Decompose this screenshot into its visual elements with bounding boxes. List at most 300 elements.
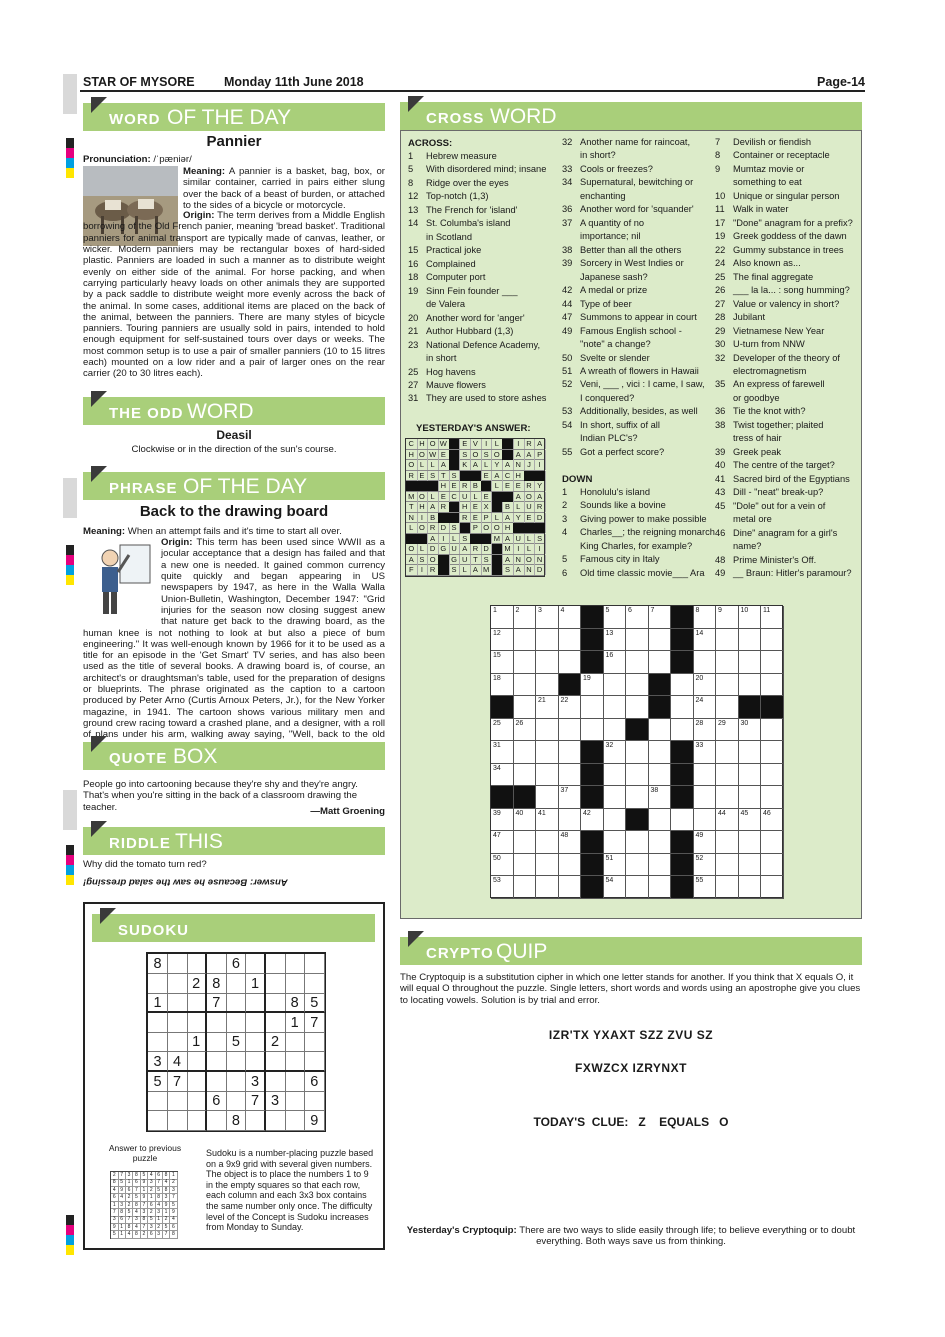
- sudoku-cell[interactable]: 5: [148, 1072, 168, 1092]
- crossword-cell[interactable]: [761, 651, 784, 674]
- crossword-cell[interactable]: [491, 764, 514, 787]
- sudoku-description: Sudoku is a number-placing puzzle based on a 9x9 grid with several given numbers. The object is to place the numbers 1 to 9 in the empty squares so that each row, each column and each 3x3 box contains the same number only once. The difficulty level of the Concept is Sudoku increases from Monday to Sunday.: [206, 1148, 374, 1233]
- sudoku-grid[interactable]: [146, 952, 326, 1132]
- sudoku-cell[interactable]: 7: [305, 1013, 325, 1033]
- clue-number: 24: [715, 258, 726, 269]
- crossword-clue: [408, 272, 485, 283]
- sudoku-answer-cell: 4: [170, 1216, 178, 1224]
- crossword-cell[interactable]: [694, 876, 717, 899]
- crossword-cell[interactable]: [604, 809, 627, 832]
- sudoku-cell[interactable]: [246, 1032, 266, 1052]
- crossword-cell[interactable]: [671, 719, 694, 742]
- sudoku-answer-cell: 1: [118, 1231, 126, 1239]
- sudoku-answer-cell: 2: [170, 1179, 178, 1187]
- crossword-cell[interactable]: [491, 876, 514, 899]
- crossword-cell[interactable]: [626, 741, 649, 764]
- crossword-cell[interactable]: [559, 651, 582, 674]
- sudoku-cell[interactable]: [246, 993, 266, 1013]
- sudoku-answer-cell: 1: [111, 1202, 119, 1210]
- crossword-cell[interactable]: [626, 629, 649, 652]
- crossword-cell[interactable]: [491, 629, 514, 652]
- sudoku-cell[interactable]: [266, 1013, 286, 1033]
- crossword-cell[interactable]: [604, 764, 627, 787]
- sudoku-cell[interactable]: 9: [305, 1111, 325, 1131]
- crossword-cell[interactable]: [649, 854, 672, 877]
- sudoku-cell[interactable]: [187, 1013, 207, 1033]
- clue-text: Honolulu's island: [580, 487, 650, 497]
- sudoku-cell[interactable]: [246, 954, 266, 974]
- crossword-cell[interactable]: [604, 674, 627, 697]
- crossword-cell[interactable]: [761, 786, 784, 809]
- crossword-cell[interactable]: [559, 629, 582, 652]
- crossword-cell[interactable]: [559, 764, 582, 787]
- crossword-cell[interactable]: [604, 786, 627, 809]
- sudoku-cell[interactable]: [187, 1111, 207, 1131]
- crossword-cell[interactable]: [694, 719, 717, 742]
- crossword-cell[interactable]: [626, 854, 649, 877]
- crossword-cell[interactable]: [626, 696, 649, 719]
- crossword-cell[interactable]: [739, 674, 762, 697]
- crossword-clue: [715, 487, 823, 498]
- sudoku-answer-cell: 1: [126, 1179, 134, 1187]
- crossword-cell[interactable]: [694, 651, 717, 674]
- sudoku-cell[interactable]: 7: [207, 993, 227, 1013]
- sudoku-answer-cell: 9: [111, 1224, 119, 1232]
- crossword-cell[interactable]: [716, 831, 739, 854]
- sudoku-cell[interactable]: [285, 1111, 305, 1131]
- sudoku-cell[interactable]: [226, 1013, 246, 1033]
- cell-number: 28: [695, 719, 704, 727]
- sudoku-cell[interactable]: [285, 1052, 305, 1072]
- crossword-cell[interactable]: [581, 696, 604, 719]
- cell-number: 21: [538, 697, 546, 704]
- sudoku-cell[interactable]: 6: [226, 954, 246, 974]
- sudoku-answer-cell: 4: [133, 1224, 141, 1232]
- crossword-cell[interactable]: [514, 629, 537, 652]
- crossword-cell[interactable]: [536, 674, 559, 697]
- crossword-cell[interactable]: [581, 674, 604, 697]
- sudoku-cell[interactable]: 1: [285, 1013, 305, 1033]
- yesterday-grid-cell: P: [534, 450, 546, 460]
- crossword-cell[interactable]: [514, 741, 537, 764]
- crossword-cell[interactable]: [694, 741, 717, 764]
- sudoku-cell[interactable]: [187, 954, 207, 974]
- crossword-cell[interactable]: [694, 696, 717, 719]
- sudoku-cell[interactable]: [246, 1052, 266, 1072]
- crossword-cell[interactable]: [514, 606, 537, 629]
- crossword-cell[interactable]: [604, 741, 627, 764]
- sudoku-cell[interactable]: [266, 1052, 286, 1072]
- crossword-cell[interactable]: [491, 719, 514, 742]
- cell-number: 9: [718, 607, 722, 614]
- sudoku-cell[interactable]: [246, 1111, 266, 1131]
- crossword-cell[interactable]: [716, 876, 739, 899]
- crossword-cell[interactable]: [604, 651, 627, 674]
- sudoku-cell[interactable]: [148, 1013, 168, 1033]
- crossword-cell[interactable]: [581, 719, 604, 742]
- crossword-cell[interactable]: [694, 854, 717, 877]
- yesterday-grid-cell: N: [524, 565, 536, 575]
- yesterday-grid-cell: A: [534, 439, 546, 449]
- crossword-cell[interactable]: [716, 854, 739, 877]
- crossword-cell[interactable]: [761, 741, 784, 764]
- sudoku-cell[interactable]: [226, 1072, 246, 1092]
- crossword-cell[interactable]: [536, 629, 559, 652]
- sudoku-cell[interactable]: [168, 993, 188, 1013]
- clue-text: A medal or prize: [580, 285, 648, 296]
- sudoku-cell[interactable]: 6: [207, 1091, 227, 1111]
- crossword-cell[interactable]: [739, 629, 762, 652]
- section-label: QUIP: [496, 940, 548, 963]
- crossword-cell[interactable]: [761, 674, 784, 697]
- crossword-cell[interactable]: [536, 764, 559, 787]
- crossword-cell[interactable]: [739, 831, 762, 854]
- page-number: Page-14: [817, 75, 865, 89]
- crossword-cell[interactable]: [739, 876, 762, 899]
- sudoku-cell[interactable]: 5: [305, 993, 325, 1013]
- crossword-cell[interactable]: [694, 606, 717, 629]
- crossword-cell[interactable]: [491, 741, 514, 764]
- sudoku-cell[interactable]: 1: [187, 1032, 207, 1052]
- yesterday-grid-cell: Y: [534, 481, 546, 491]
- sudoku-cell[interactable]: 4: [168, 1052, 188, 1072]
- clue-number: 18: [408, 272, 419, 283]
- yesterday-grid-cell: M: [481, 565, 493, 575]
- crossword-cell[interactable]: [514, 696, 537, 719]
- crossword-clue: [562, 272, 648, 283]
- crossword-cell[interactable]: [604, 831, 627, 854]
- crossword-cell[interactable]: [536, 809, 559, 832]
- sudoku-cell[interactable]: [285, 1091, 305, 1111]
- sudoku-cell[interactable]: [187, 993, 207, 1013]
- yesterday-grid-cell: I: [417, 565, 429, 575]
- sudoku-cell[interactable]: 7: [168, 1072, 188, 1092]
- crossword-cell[interactable]: [761, 719, 784, 742]
- crossword-cell[interactable]: [649, 741, 672, 764]
- crossword-cell[interactable]: [626, 764, 649, 787]
- sudoku-cell[interactable]: [148, 1091, 168, 1111]
- sudoku-cell[interactable]: [266, 954, 286, 974]
- crossword-cell[interactable]: [626, 606, 649, 629]
- crossword-cell[interactable]: [559, 696, 582, 719]
- yesterday-grid-cell: E: [481, 492, 493, 502]
- crossword-cell[interactable]: [694, 809, 717, 832]
- sudoku-cell[interactable]: [168, 1032, 188, 1052]
- sudoku-cell[interactable]: 8: [285, 993, 305, 1013]
- crossword-clue: [408, 353, 457, 364]
- crossword-clue: [562, 137, 690, 148]
- crossword-cell[interactable]: [716, 606, 739, 629]
- yesterday-grid-cell: D: [427, 544, 439, 554]
- clue-text: Japanese sash?: [580, 271, 648, 282]
- crossword-cell[interactable]: [649, 786, 672, 809]
- section-label: OF THE DAY: [183, 475, 308, 498]
- crossword-cell[interactable]: [514, 854, 537, 877]
- crossword-cell[interactable]: [671, 696, 694, 719]
- crossword-black-cell: [671, 764, 694, 787]
- crossword-cell[interactable]: [694, 831, 717, 854]
- crossword-cell[interactable]: [581, 809, 604, 832]
- crossword-cell[interactable]: [761, 854, 784, 877]
- sudoku-cell[interactable]: [226, 1091, 246, 1111]
- crossword-cell[interactable]: [761, 831, 784, 854]
- crossword-cell[interactable]: [491, 831, 514, 854]
- crossword-cell[interactable]: [626, 831, 649, 854]
- crossword-cell[interactable]: [536, 651, 559, 674]
- crossword-cell[interactable]: [649, 606, 672, 629]
- crossword-cell[interactable]: [761, 876, 784, 899]
- crossword-clue: [715, 164, 804, 175]
- crossword-cell[interactable]: [761, 764, 784, 787]
- sudoku-cell[interactable]: 3: [266, 1091, 286, 1111]
- crossword-cell[interactable]: [559, 786, 582, 809]
- clue-text: in short?: [580, 150, 616, 161]
- sudoku-cell[interactable]: [285, 1072, 305, 1092]
- crossword-clue: [562, 527, 715, 538]
- crossword-cell[interactable]: [559, 854, 582, 877]
- sudoku-cell[interactable]: 8: [226, 1111, 246, 1131]
- sudoku-cell[interactable]: [168, 954, 188, 974]
- sudoku-cell[interactable]: 3: [148, 1052, 168, 1072]
- sudoku-cell[interactable]: [285, 974, 305, 994]
- sudoku-answer-cell: 4: [148, 1172, 156, 1180]
- origin-label: Origin:: [183, 210, 215, 221]
- yesterday-grid-cell: L: [470, 492, 482, 502]
- crossword-cell[interactable]: [739, 764, 762, 787]
- crossword-cell[interactable]: [716, 809, 739, 832]
- crossword-cell[interactable]: [671, 809, 694, 832]
- sudoku-cell[interactable]: [168, 974, 188, 994]
- crossword-clue: [562, 339, 651, 350]
- registration-marks: [66, 545, 74, 585]
- crossword-cell[interactable]: [761, 629, 784, 652]
- crossword-cell[interactable]: [626, 674, 649, 697]
- crossword-cell[interactable]: [739, 606, 762, 629]
- crossword-cell[interactable]: [649, 876, 672, 899]
- crossword-cell[interactable]: [536, 831, 559, 854]
- crossword-cell[interactable]: [716, 674, 739, 697]
- crossword-cell[interactable]: [716, 719, 739, 742]
- crossword-cell[interactable]: [716, 651, 739, 674]
- sudoku-cell[interactable]: 6: [305, 1072, 325, 1092]
- crossword-cell[interactable]: [514, 831, 537, 854]
- crossword-black-cell: [671, 854, 694, 877]
- sudoku-cell[interactable]: [305, 1032, 325, 1052]
- crossword-cell[interactable]: [649, 629, 672, 652]
- sudoku-cell[interactable]: [305, 1052, 325, 1072]
- sudoku-cell[interactable]: [148, 1032, 168, 1052]
- cell-number: 2: [515, 607, 520, 614]
- cell-number: 32: [605, 742, 614, 749]
- sudoku-cell[interactable]: 2: [187, 974, 207, 994]
- crossword-cell[interactable]: [536, 854, 559, 877]
- crossword-cell[interactable]: [649, 831, 672, 854]
- crossword-cell[interactable]: [559, 831, 582, 854]
- yesterday-grid-row: [406, 534, 544, 545]
- crossword-cell[interactable]: [716, 764, 739, 787]
- sudoku-cell[interactable]: 1: [148, 993, 168, 1013]
- crossword-cell[interactable]: [739, 719, 762, 742]
- sudoku-answer-cell: 1: [163, 1209, 171, 1217]
- crossword-cell[interactable]: [694, 674, 717, 697]
- sudoku-cell[interactable]: [305, 1091, 325, 1111]
- crossword-cell[interactable]: [739, 854, 762, 877]
- crossword-cell[interactable]: [739, 786, 762, 809]
- yesterday-grid-cell: C: [449, 492, 461, 502]
- cell-number: 8: [695, 607, 700, 614]
- sudoku-cell[interactable]: [305, 954, 325, 974]
- crossword-cell[interactable]: [716, 786, 739, 809]
- sudoku-cell[interactable]: [246, 1013, 266, 1033]
- crossword-clue: [562, 204, 694, 215]
- crossword-cell[interactable]: [491, 651, 514, 674]
- crossword-cell[interactable]: [514, 674, 537, 697]
- sudoku-cell[interactable]: [148, 1111, 168, 1131]
- clue-text: Got a perfect score?: [580, 446, 665, 457]
- crossword-cell[interactable]: [604, 719, 627, 742]
- crossword-clue: [562, 393, 634, 404]
- sudoku-cell[interactable]: [207, 1032, 227, 1052]
- crossword-clue: [715, 460, 835, 471]
- crossword-cell[interactable]: [536, 876, 559, 899]
- sudoku-cell[interactable]: [187, 1072, 207, 1092]
- sudoku-cell[interactable]: [266, 1072, 286, 1092]
- sudoku-cell[interactable]: [226, 1052, 246, 1072]
- cell-number: 24: [695, 697, 704, 704]
- section-label: WORD: [187, 400, 254, 423]
- clue-text: The centre of the target?: [733, 460, 835, 471]
- crossword-cell[interactable]: [559, 876, 582, 899]
- crossword-cell[interactable]: [536, 786, 559, 809]
- crossword-cell[interactable]: [694, 764, 717, 787]
- crossword-cell[interactable]: [491, 674, 514, 697]
- crossword-cell[interactable]: [514, 809, 537, 832]
- sudoku-cell[interactable]: [187, 1091, 207, 1111]
- crossword-cell[interactable]: [649, 719, 672, 742]
- crossword-cell[interactable]: [536, 696, 559, 719]
- crossword-cell[interactable]: [559, 606, 582, 629]
- crossword-cell[interactable]: [649, 651, 672, 674]
- paper-name: STAR OF MYSORE: [83, 75, 195, 89]
- clue-number: 16: [408, 258, 419, 269]
- sudoku-cell[interactable]: 5: [226, 1032, 246, 1052]
- crossword-cell[interactable]: [514, 651, 537, 674]
- crossword-cell[interactable]: [739, 651, 762, 674]
- sudoku-cell[interactable]: [148, 974, 168, 994]
- clue-text: Ridge over the eyes: [426, 177, 509, 188]
- crossword-cell[interactable]: [604, 606, 627, 629]
- sudoku-cell[interactable]: 7: [246, 1091, 266, 1111]
- quote-author: —Matt Groening: [310, 806, 385, 817]
- sudoku-cell[interactable]: [285, 954, 305, 974]
- yesterday-grid-cell: O: [470, 450, 482, 460]
- crossword-cell[interactable]: [694, 629, 717, 652]
- clue-text: Famous English school -: [580, 325, 682, 336]
- odd-word-meaning: Clockwise or in the direction of the sun's course.: [131, 444, 337, 455]
- sudoku-cell[interactable]: [266, 974, 286, 994]
- yesterday-grid-cell: A: [513, 450, 525, 460]
- crossword-cell[interactable]: [716, 629, 739, 652]
- crossword-cell[interactable]: [716, 741, 739, 764]
- sudoku-cell[interactable]: [266, 993, 286, 1013]
- crossword-black-cell: [581, 876, 604, 899]
- crossword-cell[interactable]: [604, 854, 627, 877]
- crossword-cell[interactable]: [536, 719, 559, 742]
- yesterday-grid-cell: E: [470, 513, 482, 523]
- crossword-cell[interactable]: [626, 786, 649, 809]
- crossword-cell[interactable]: [559, 809, 582, 832]
- sudoku-cell[interactable]: [207, 954, 227, 974]
- crossword-cell[interactable]: [761, 809, 784, 832]
- yesterday-grid-cell: O: [427, 555, 439, 565]
- crossword-cell[interactable]: [536, 741, 559, 764]
- crossword-cell[interactable]: [739, 809, 762, 832]
- sudoku-cell[interactable]: 1: [246, 974, 266, 994]
- section-label: RIDDLE: [109, 835, 171, 852]
- sudoku-cell[interactable]: 3: [246, 1072, 266, 1092]
- sudoku-cell[interactable]: [207, 1052, 227, 1072]
- yesterday-grid-cell: D: [481, 544, 493, 554]
- sudoku-cell[interactable]: [305, 974, 325, 994]
- sudoku-cell[interactable]: 8: [148, 954, 168, 974]
- sudoku-cell[interactable]: [226, 974, 246, 994]
- crossword-cell[interactable]: [694, 786, 717, 809]
- yesterday-grid-cell: T: [438, 471, 450, 481]
- sudoku-cell[interactable]: [285, 1032, 305, 1052]
- crossword-cell[interactable]: [536, 606, 559, 629]
- sudoku-cell[interactable]: [266, 1111, 286, 1131]
- sudoku-cell[interactable]: [168, 1111, 188, 1131]
- crossword-cell[interactable]: [514, 764, 537, 787]
- crossword-cell[interactable]: [559, 719, 582, 742]
- sudoku-cell[interactable]: [187, 1052, 207, 1072]
- crossword-cell[interactable]: [649, 809, 672, 832]
- crossword-cell[interactable]: [604, 696, 627, 719]
- cell-number: 40: [515, 809, 524, 817]
- sudoku-cell[interactable]: [168, 1013, 188, 1033]
- crossword-cell[interactable]: [514, 876, 537, 899]
- sudoku-cell[interactable]: [207, 1111, 227, 1131]
- crossword-black-cell: [581, 786, 604, 809]
- crossword-cell[interactable]: [514, 719, 537, 742]
- crossword-cell[interactable]: [491, 606, 514, 629]
- yesterday-grid-cell: O: [492, 523, 504, 533]
- crossword-cell[interactable]: [604, 876, 627, 899]
- clue-number: 42: [562, 285, 573, 296]
- sudoku-cell[interactable]: [226, 993, 246, 1013]
- crossword-cell[interactable]: [559, 741, 582, 764]
- crossword-cell[interactable]: [649, 764, 672, 787]
- clue-text: Gummy substance in trees: [733, 244, 844, 255]
- sudoku-cell[interactable]: [207, 1072, 227, 1092]
- sudoku-cell[interactable]: [168, 1091, 188, 1111]
- crossword-cell[interactable]: [626, 876, 649, 899]
- sudoku-cell[interactable]: [207, 1013, 227, 1033]
- crossword-grid[interactable]: [490, 605, 783, 898]
- crossword-cell[interactable]: [739, 741, 762, 764]
- crossword-cell[interactable]: [604, 629, 627, 652]
- sudoku-cell[interactable]: 2: [266, 1032, 286, 1052]
- sudoku-cell[interactable]: 8: [207, 974, 227, 994]
- cell-number: 31: [493, 742, 501, 749]
- crossword-cell[interactable]: [716, 696, 739, 719]
- crossword-cell[interactable]: [491, 854, 514, 877]
- crossword-cell[interactable]: [761, 606, 784, 629]
- crossword-cell[interactable]: [626, 651, 649, 674]
- section-label: WORD: [109, 111, 161, 128]
- crossword-cell[interactable]: [671, 674, 694, 697]
- crossword-cell[interactable]: [491, 809, 514, 832]
